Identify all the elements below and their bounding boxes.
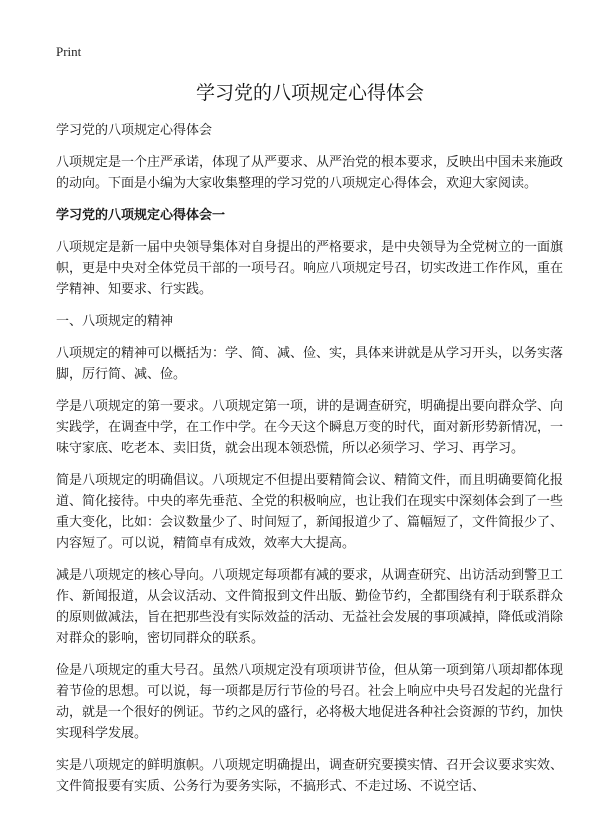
body-paragraph: 八项规定是新一届中央领导集体对自身提出的严格要求，是中央领导为全党树立的一面旗帜，更是中央对全体党员干部的一项号召。响应八项规定号召，切实改进工作作风，重在学精神、知要求、行实践。 (56, 240, 564, 297)
document-body (56, 120, 564, 797)
body-paragraph: 学是八项规定的第一要求。八项规定第一项，讲的是调查研究，明确提出要向群众学、向实践学，在调查中学，在工作中学。在今天这个瞬息万变的时代，面对新形势新情况，一味守家底、吃老本、卖旧货，就会出现本领恐慌，所以必须学习、学习、再学习。 (56, 399, 564, 456)
document-subtitle: 学习党的八项规定心得体会 (56, 123, 213, 138)
body-paragraph: 八项规定是一个庄严承诺，体现了从严要求、从严治党的根本要求，反映出中国未来施政的动向。下面是小编为大家收集整理的学习党的八项规定心得体会，欢迎大家阅读。 (56, 155, 564, 191)
body-paragraph: 俭是八项规定的重大号召。虽然八项规定没有项项讲节俭，但从第一项到第八项却都体现着节俭的思想。可以说，每一项都是厉行节俭的号召。社会上响应中央号召发起的光盘行动，就是一个很好的例证。节约之风的盛行，必将极大地促进各种社会资源的节约，加快实现科学发展。 (56, 663, 564, 741)
document-title: 学习党的八项规定心得体会 (195, 82, 424, 104)
body-paragraph: 八项规定的精神可以概括为：学、简、减、俭、实，具体来讲就是从学习开头，以务实落脚，厉行简、减、俭。 (56, 346, 564, 382)
section-heading: 学习党的八项规定心得体会一 (56, 208, 226, 223)
print-label: Print (56, 44, 82, 59)
body-paragraph: 一、八项规定的精神 (56, 314, 174, 329)
body-paragraph: 简是八项规定的明确倡议。八项规定不但提出要精简会议、精简文件，而且明确要简化报道、简化接待。中央的率先垂范、全党的积极响应，也让我们在现实中深刻体会到了一些重大变化，比如：会议数量少了、时间短了，新闻报道少了、篇幅短了，文件简报少了、内容短了。可以说，精简卓有成效，效率大大提高。 (56, 473, 564, 551)
body-paragraph: 减是八项规定的核心导向。八项规定每项都有减的要求，从调查研究、出访活动到警卫工作、新闻报道，从会议活动、文件简报到文件出版、勤俭节约，全都围绕有利于联系群众的原则做减法，旨在把那些没有实际效益的活动、无益社会发展的事项减掉，降低或消除对群众的影响，密切同群众的联系。 (56, 568, 564, 646)
body-paragraph: 实是八项规定的鲜明旗帜。八项规定明确提出，调查研究要摸实情、召开会议要求实效、文件简报要有实质、公务行为要务实际，不搞形式、不走过场、不说空话、 (56, 758, 564, 794)
